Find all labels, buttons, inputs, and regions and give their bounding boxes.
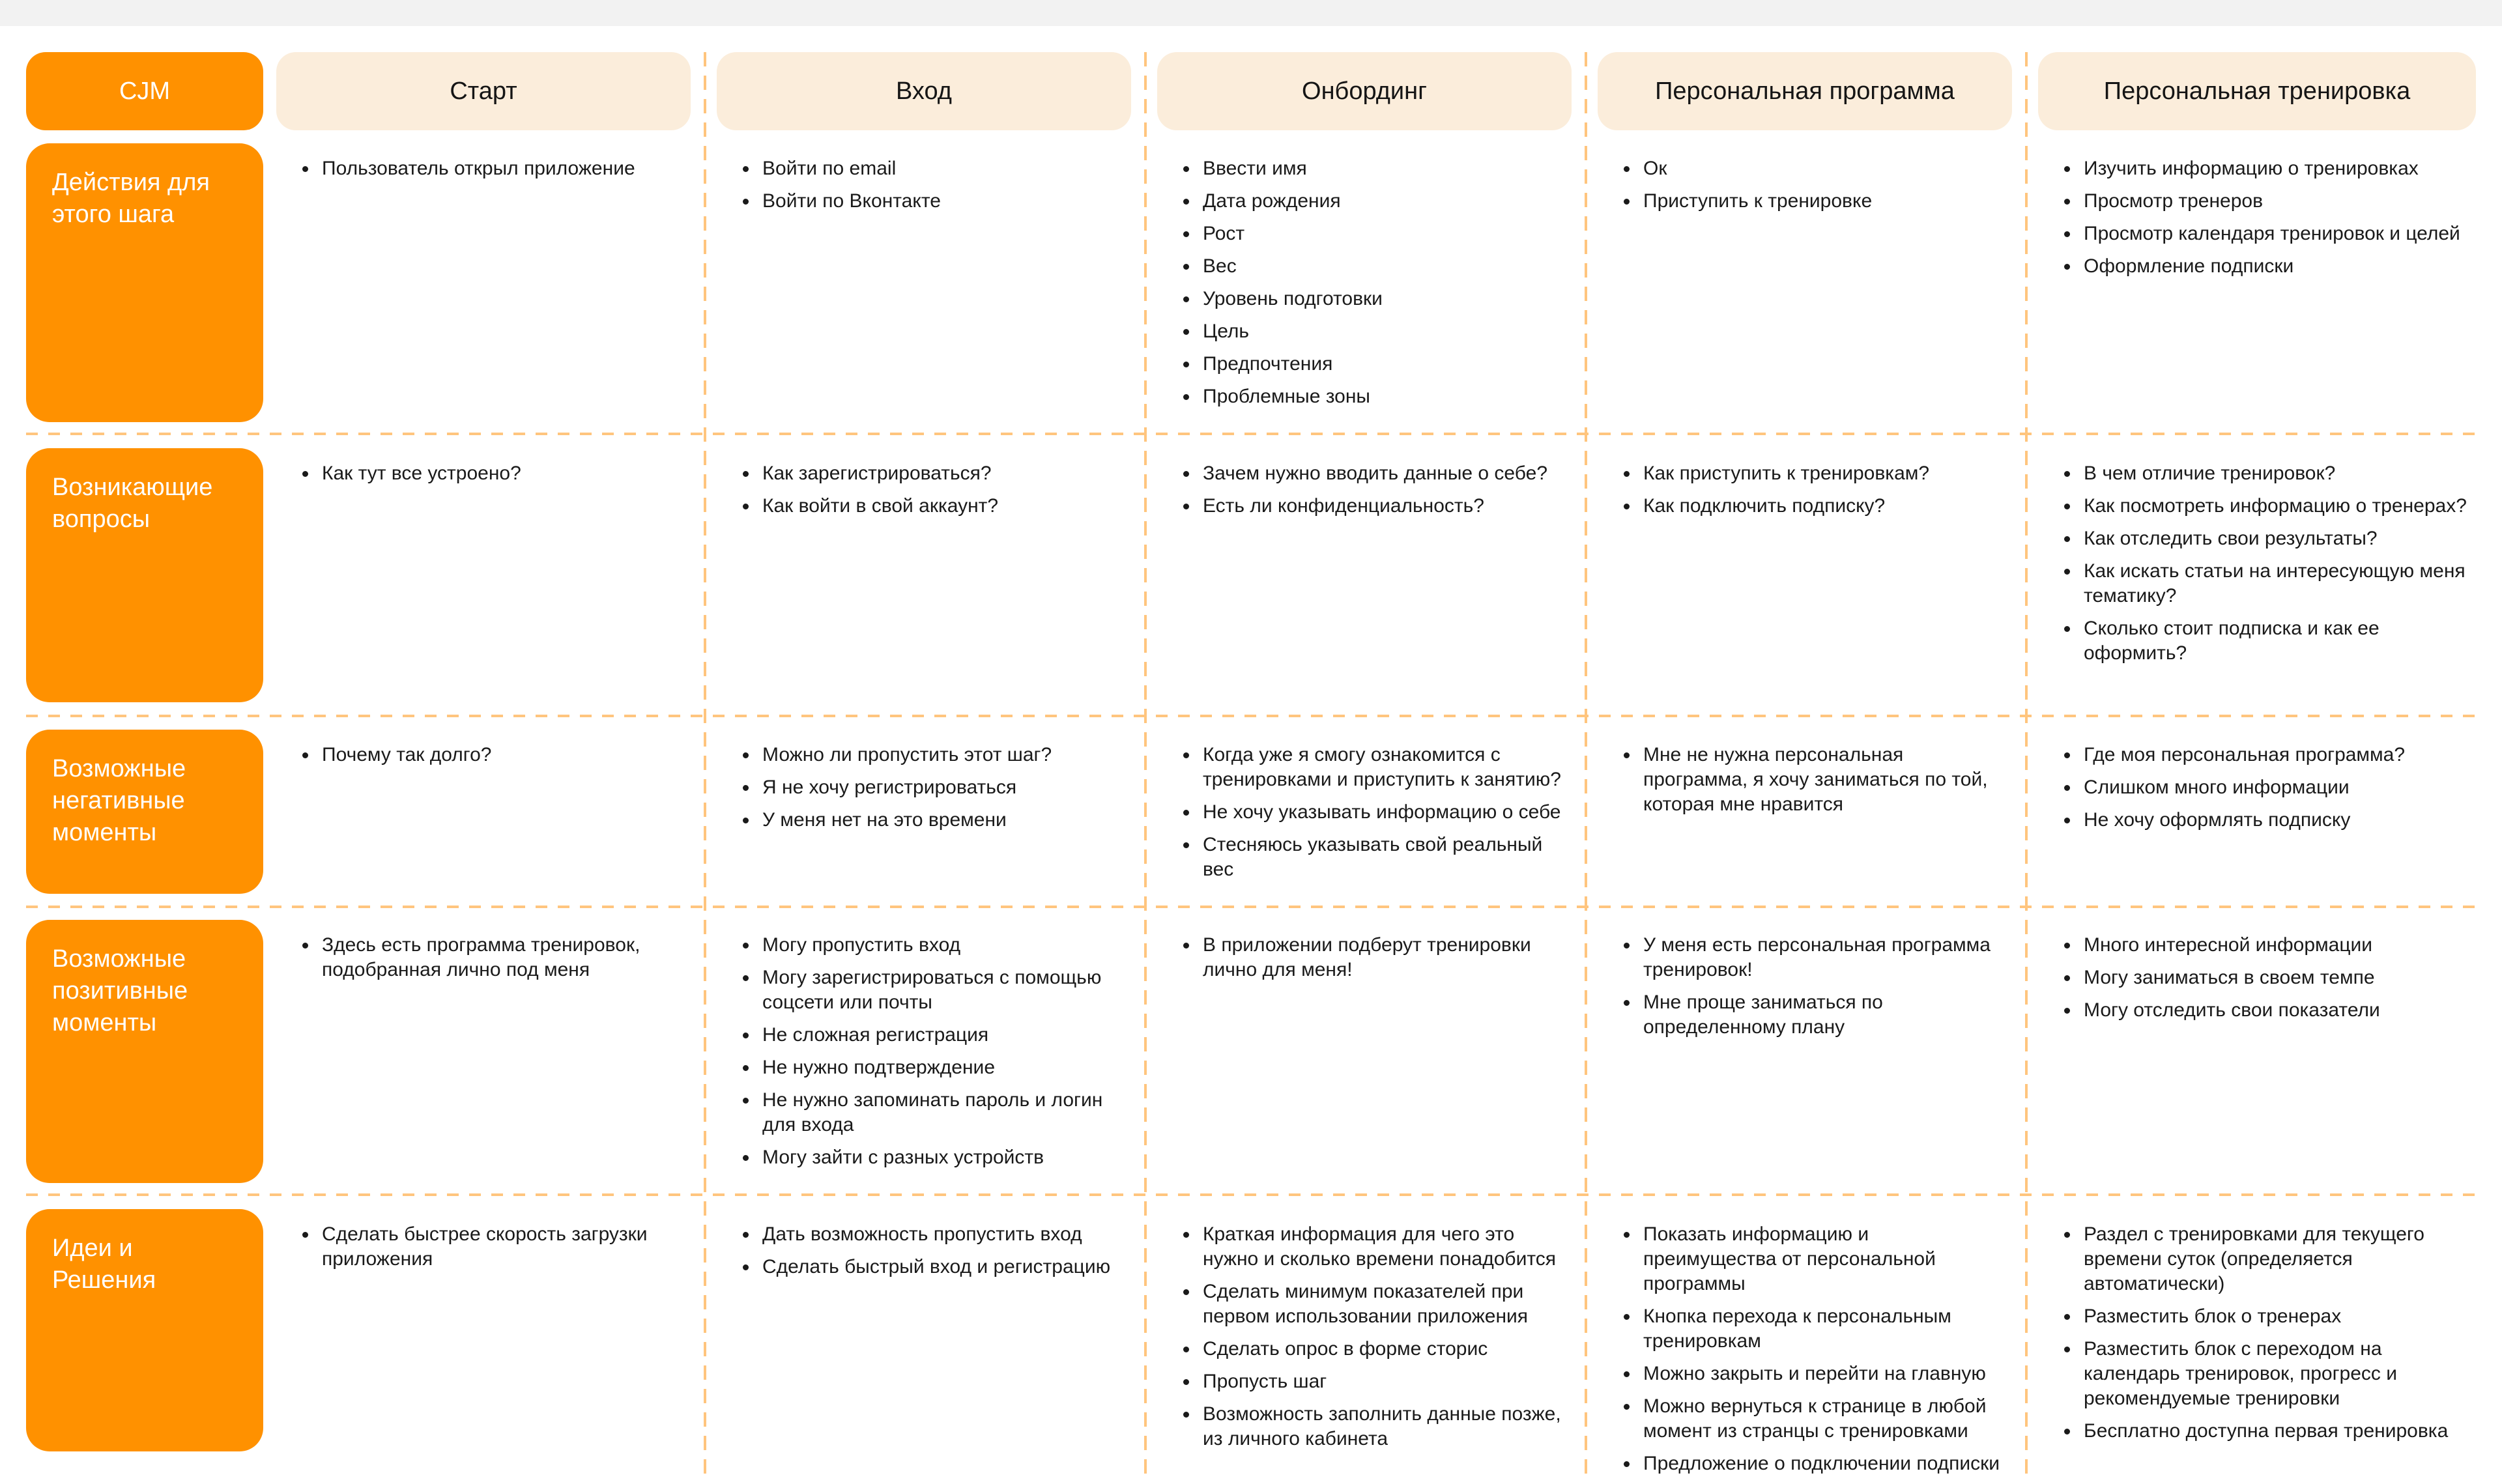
row-divider [26, 715, 2476, 717]
list-item: Где моя персональная программа? [2062, 743, 2467, 767]
stage-header-personal-program: Персональная программа [1598, 52, 2012, 130]
list-item: Просмотр тренеров [2062, 189, 2467, 214]
cell-login [740, 933, 1122, 1178]
bullet-list [1621, 743, 2003, 817]
list-item: Сделать минимум показателей при первом использовании приложения [1181, 1279, 1562, 1329]
list-item: Не хочу оформлять подписку [2062, 808, 2467, 833]
list-item: Могу зарегистрироваться с помощью соцсети или почты [740, 965, 1122, 1015]
list-item: Могу пропустить вход [740, 933, 1122, 958]
cjm-title: CJM [26, 52, 263, 130]
bullet-list [300, 461, 682, 486]
list-item: Сделать опрос в форме сторис [1181, 1337, 1562, 1362]
list-item: Краткая информация для чего это нужно и сколько времени понадобится [1181, 1222, 1562, 1272]
stage-header-start: Старт [276, 52, 691, 130]
list-item: Предложение о подключении подписки [1621, 1451, 2003, 1476]
list-item: В чем отличие тренировок? [2062, 461, 2467, 486]
list-item: Мне не нужна персональная программа, я хочу заниматься по той, которая мне нравится [1621, 743, 2003, 817]
row-divider [26, 906, 2476, 908]
list-item: У меня нет на это времени [740, 808, 1122, 833]
list-item: Стесняюсь указывать свой реальный вес [1181, 833, 1562, 882]
cell-personal-program [1621, 461, 2003, 526]
bullet-list [2062, 743, 2467, 833]
column-divider [1144, 52, 1147, 1479]
list-item: Мне проще заниматься по определенному плану [1621, 990, 2003, 1040]
cell-login [740, 1222, 1122, 1287]
list-item: Изучить информацию о тренировках [2062, 156, 2467, 181]
bullet-list [740, 461, 1122, 519]
cell-login [740, 461, 1122, 526]
bullet-list [2062, 1222, 2467, 1444]
cell-personal-program [1621, 1222, 2003, 1484]
list-item: Почему так долго? [300, 743, 682, 767]
list-item: Возможность заполнить данные позже, из личного кабинета [1181, 1402, 1562, 1451]
cell-personal-program [1621, 156, 2003, 221]
list-item: Сделать быстрый вход и регистрацию [740, 1255, 1122, 1279]
list-item: Пропусть шаг [1181, 1369, 1562, 1394]
cell-personal-training [2062, 461, 2467, 674]
list-item: У меня есть персональная программа тренировок! [1621, 933, 2003, 982]
row-label: Возможные негативные моменты [26, 730, 263, 894]
list-item: Могу отследить свои показатели [2062, 998, 2467, 1023]
cell-onboarding [1181, 461, 1562, 526]
cell-onboarding [1181, 933, 1562, 990]
list-item: Пользователь открыл приложение [300, 156, 682, 181]
list-item: Как приступить к тренировкам? [1621, 461, 2003, 486]
list-item: В приложении подберут тренировки лично для меня! [1181, 933, 1562, 982]
bullet-list [300, 743, 682, 767]
list-item: Как войти в свой аккаунт? [740, 494, 1122, 519]
bullet-list [1181, 1222, 1562, 1451]
list-item: Войти по Вконтакте [740, 189, 1122, 214]
list-item: Разместить блок о тренерах [2062, 1304, 2467, 1329]
list-item: Как зарегистрироваться? [740, 461, 1122, 486]
list-item: Слишком много информации [2062, 775, 2467, 800]
list-item: Как тут все устроено? [300, 461, 682, 486]
list-item: Разместить блок с переходом на календарь тренировок, прогресс и рекомендуемые тренировки [2062, 1337, 2467, 1411]
list-item: Проблемные зоны [1181, 384, 1562, 409]
list-item: Не хочу указывать информацию о себе [1181, 800, 1562, 825]
list-item: Кнопка перехода к персональным тренировкам [1621, 1304, 2003, 1354]
bullet-list [1621, 933, 2003, 1040]
bullet-list [740, 1222, 1122, 1279]
list-item: Как подключить подписку? [1621, 494, 2003, 519]
list-item: Можно закрыть и перейти на главную [1621, 1362, 2003, 1386]
list-item: Когда уже я смогу ознакомится с тренировками и приступить к занятию? [1181, 743, 1562, 792]
cell-personal-training [2062, 1222, 2467, 1451]
bullet-list [740, 933, 1122, 1170]
row-label: Возможные позитивные моменты [26, 920, 263, 1183]
list-item: Много интересной информации [2062, 933, 2467, 958]
column-divider [2025, 52, 2028, 1479]
bullet-list [740, 743, 1122, 833]
row-divider [26, 433, 2476, 435]
cell-personal-training [2062, 933, 2467, 1031]
list-item: Здесь есть программа тренировок, подобранная лично под меня [300, 933, 682, 982]
list-item: Вес [1181, 254, 1562, 279]
top-bar [0, 0, 2502, 26]
row-divider [26, 1193, 2476, 1196]
bullet-list [1181, 743, 1562, 882]
cell-personal-program [1621, 743, 2003, 825]
stage-header-login: Вход [717, 52, 1131, 130]
cell-onboarding [1181, 743, 1562, 890]
cell-onboarding [1181, 1222, 1562, 1459]
list-item: Ввести имя [1181, 156, 1562, 181]
list-item: Не нужно подтверждение [740, 1055, 1122, 1080]
list-item: Как посмотреть информацию о тренерах? [2062, 494, 2467, 519]
bullet-list [1621, 1222, 2003, 1476]
cell-onboarding [1181, 156, 1562, 417]
cell-personal-training [2062, 743, 2467, 840]
cell-start [300, 156, 682, 189]
list-item: Я не хочу регистрироваться [740, 775, 1122, 800]
bullet-list [300, 156, 682, 181]
row-label: Идеи и Решения [26, 1209, 263, 1451]
list-item: Могу зайти с разных устройств [740, 1145, 1122, 1170]
cell-personal-program [1621, 933, 2003, 1048]
list-item: Бесплатно доступна первая тренировка [2062, 1419, 2467, 1444]
list-item: Ок [1621, 156, 2003, 181]
list-item: Раздел с тренировками для текущего времени суток (определяется автоматически) [2062, 1222, 2467, 1296]
bullet-list [1621, 461, 2003, 519]
bullet-list [1181, 933, 1562, 982]
list-item: Войти по email [740, 156, 1122, 181]
list-item: Уровень подготовки [1181, 287, 1562, 311]
cell-start [300, 933, 682, 990]
list-item: Не сложная регистрация [740, 1023, 1122, 1048]
bullet-list [2062, 461, 2467, 666]
cell-start [300, 1222, 682, 1279]
list-item: Оформление подписки [2062, 254, 2467, 279]
list-item: Рост [1181, 221, 1562, 246]
column-divider [1585, 52, 1587, 1479]
list-item: Как искать статьи на интересующую меня тематику? [2062, 559, 2467, 608]
list-item: Дата рождения [1181, 189, 1562, 214]
list-item: Просмотр календаря тренировок и целей [2062, 221, 2467, 246]
list-item: Сделать быстрее скорость загрузки приложения [300, 1222, 682, 1272]
cell-start [300, 743, 682, 775]
list-item: Сколько стоит подписка и как ее оформить? [2062, 616, 2467, 666]
list-item: Цель [1181, 319, 1562, 344]
bullet-list [300, 1222, 682, 1272]
list-item: Предпочтения [1181, 352, 1562, 377]
bullet-list [1181, 461, 1562, 519]
list-item: Показать информацию и преимущества от персональной программы [1621, 1222, 2003, 1296]
list-item: Можно ли пропустить этот шаг? [740, 743, 1122, 767]
bullet-list [1621, 156, 2003, 214]
stage-header-onboarding: Онбординг [1157, 52, 1572, 130]
bullet-list [2062, 156, 2467, 279]
bullet-list [740, 156, 1122, 214]
cell-login [740, 156, 1122, 221]
bullet-list [1181, 156, 1562, 409]
list-item: Как отследить свои результаты? [2062, 526, 2467, 551]
list-item: Зачем нужно вводить данные о себе? [1181, 461, 1562, 486]
bullet-list [300, 933, 682, 982]
list-item: Не нужно запоминать пароль и логин для входа [740, 1088, 1122, 1137]
cell-login [740, 743, 1122, 840]
row-label: Действия для этого шага [26, 143, 263, 422]
list-item: Приступить к тренировке [1621, 189, 2003, 214]
list-item: Дать возможность пропустить вход [740, 1222, 1122, 1247]
stage-header-personal-training: Персональная тренировка [2038, 52, 2476, 130]
row-label: Возникающие вопросы [26, 448, 263, 702]
list-item: Есть ли конфиденциальность? [1181, 494, 1562, 519]
cell-start [300, 461, 682, 494]
column-divider [704, 52, 706, 1479]
cell-personal-training [2062, 156, 2467, 287]
list-item: Можно вернуться к странице в любой момент из странцы с тренировками [1621, 1394, 2003, 1444]
bullet-list [2062, 933, 2467, 1023]
list-item: Могу заниматься в своем темпе [2062, 965, 2467, 990]
